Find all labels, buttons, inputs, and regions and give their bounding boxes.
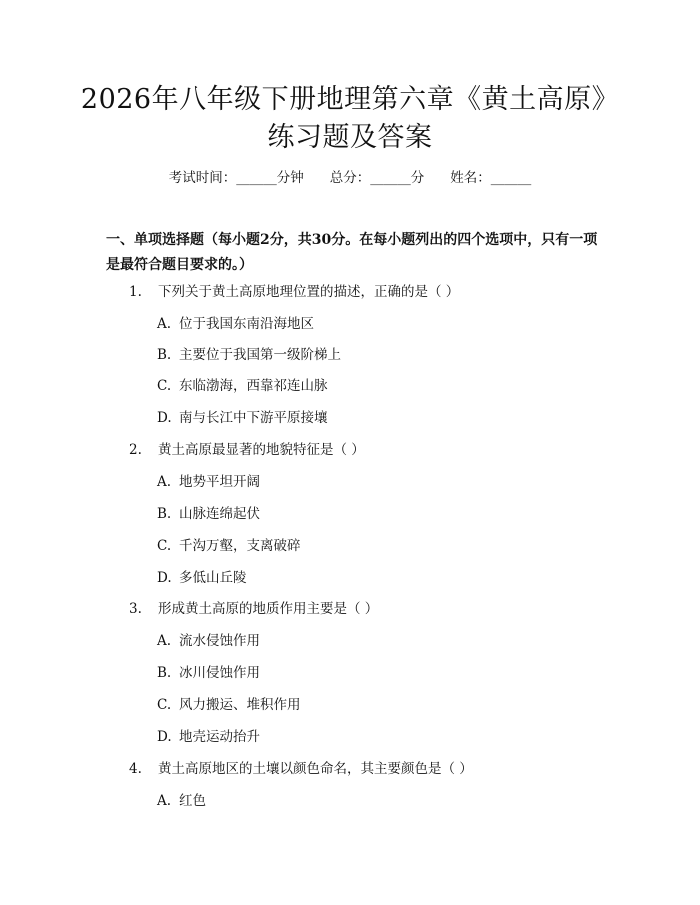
- question-number: 2.: [129, 442, 142, 458]
- question-1-stem: [129, 282, 459, 302]
- question-text: 形成黄土高原的地质作用主要是（ ）: [158, 601, 379, 617]
- question-2-option-b: [157, 504, 260, 524]
- option-text: 位于我国东南沿海地区: [179, 316, 314, 332]
- student-name-label: 姓名：______: [450, 170, 532, 186]
- option-text: 东临渤海，西靠祁连山脉: [179, 378, 328, 394]
- question-number: 3.: [129, 601, 142, 617]
- question-2-option-a: [157, 472, 260, 492]
- option-text: 南与长江中下游平原接壤: [179, 410, 328, 426]
- question-text: 黄土高原最显著的地貌特征是（ ）: [158, 442, 365, 458]
- option-letter: A.: [157, 316, 172, 332]
- option-text: 千沟万壑，支离破碎: [179, 538, 301, 554]
- document-title-line-2: 练习题及答案: [267, 122, 433, 153]
- option-letter: C.: [157, 378, 172, 394]
- question-2-option-d: [157, 568, 247, 588]
- option-text: 主要位于我国第一级阶梯上: [179, 347, 341, 363]
- option-letter: B.: [157, 347, 172, 363]
- question-1-option-a: [157, 314, 314, 334]
- option-letter: A.: [157, 474, 172, 490]
- option-text: 冰川侵蚀作用: [179, 665, 260, 681]
- option-text: 风力搬运、堆积作用: [179, 697, 301, 713]
- question-1-option-c: [157, 376, 328, 396]
- option-letter: B.: [157, 665, 172, 681]
- section-heading-line-1: 一、单项选择题（每小题2分，共30分。在每小题列出的四个选项中，只有一项: [106, 232, 598, 248]
- question-3-option-d: [157, 727, 260, 747]
- option-text: 地壳运动抬升: [179, 729, 260, 745]
- total-score-label: 总分：______分: [329, 170, 425, 186]
- document-title-line-1: 2026年八年级下册地理第六章《黄土高原》: [80, 84, 620, 115]
- option-text: 地势平坦开阔: [179, 474, 260, 490]
- option-letter: B.: [157, 506, 172, 522]
- question-1-option-d: [157, 408, 328, 428]
- section-heading: [106, 228, 606, 278]
- exam-time-label: 考试时间：______分钟: [168, 170, 304, 186]
- question-4-option-a: [157, 791, 206, 811]
- option-text: 流水侵蚀作用: [179, 633, 260, 649]
- question-text: 黄土高原地区的土壤以颜色命名，其主要颜色是（ ）: [158, 761, 473, 777]
- option-letter: C.: [157, 697, 172, 713]
- question-text: 下列关于黄土高原地理位置的描述，正确的是（ ）: [158, 284, 460, 300]
- question-3-stem: [129, 599, 378, 619]
- option-letter: D.: [157, 729, 172, 745]
- question-number: 4.: [129, 761, 142, 777]
- question-3-option-c: [157, 695, 301, 715]
- question-3-option-b: [157, 663, 260, 683]
- question-4-stem: [129, 759, 473, 779]
- section-heading-line-2: 是最符合题目要求的。）: [106, 257, 253, 273]
- option-letter: C.: [157, 538, 172, 554]
- question-2-option-c: [157, 536, 301, 556]
- option-text: 多低山丘陵: [179, 570, 247, 586]
- question-number: 1.: [129, 284, 142, 300]
- option-letter: A.: [157, 793, 172, 809]
- option-letter: D.: [157, 570, 172, 586]
- option-text: 山脉连绵起伏: [179, 506, 260, 522]
- question-1-option-b: [157, 345, 341, 365]
- option-letter: D.: [157, 410, 172, 426]
- exam-meta-row: [0, 168, 700, 188]
- option-letter: A.: [157, 633, 172, 649]
- question-2-stem: [129, 440, 365, 460]
- option-text: 红色: [179, 793, 206, 809]
- question-3-option-a: [157, 631, 260, 651]
